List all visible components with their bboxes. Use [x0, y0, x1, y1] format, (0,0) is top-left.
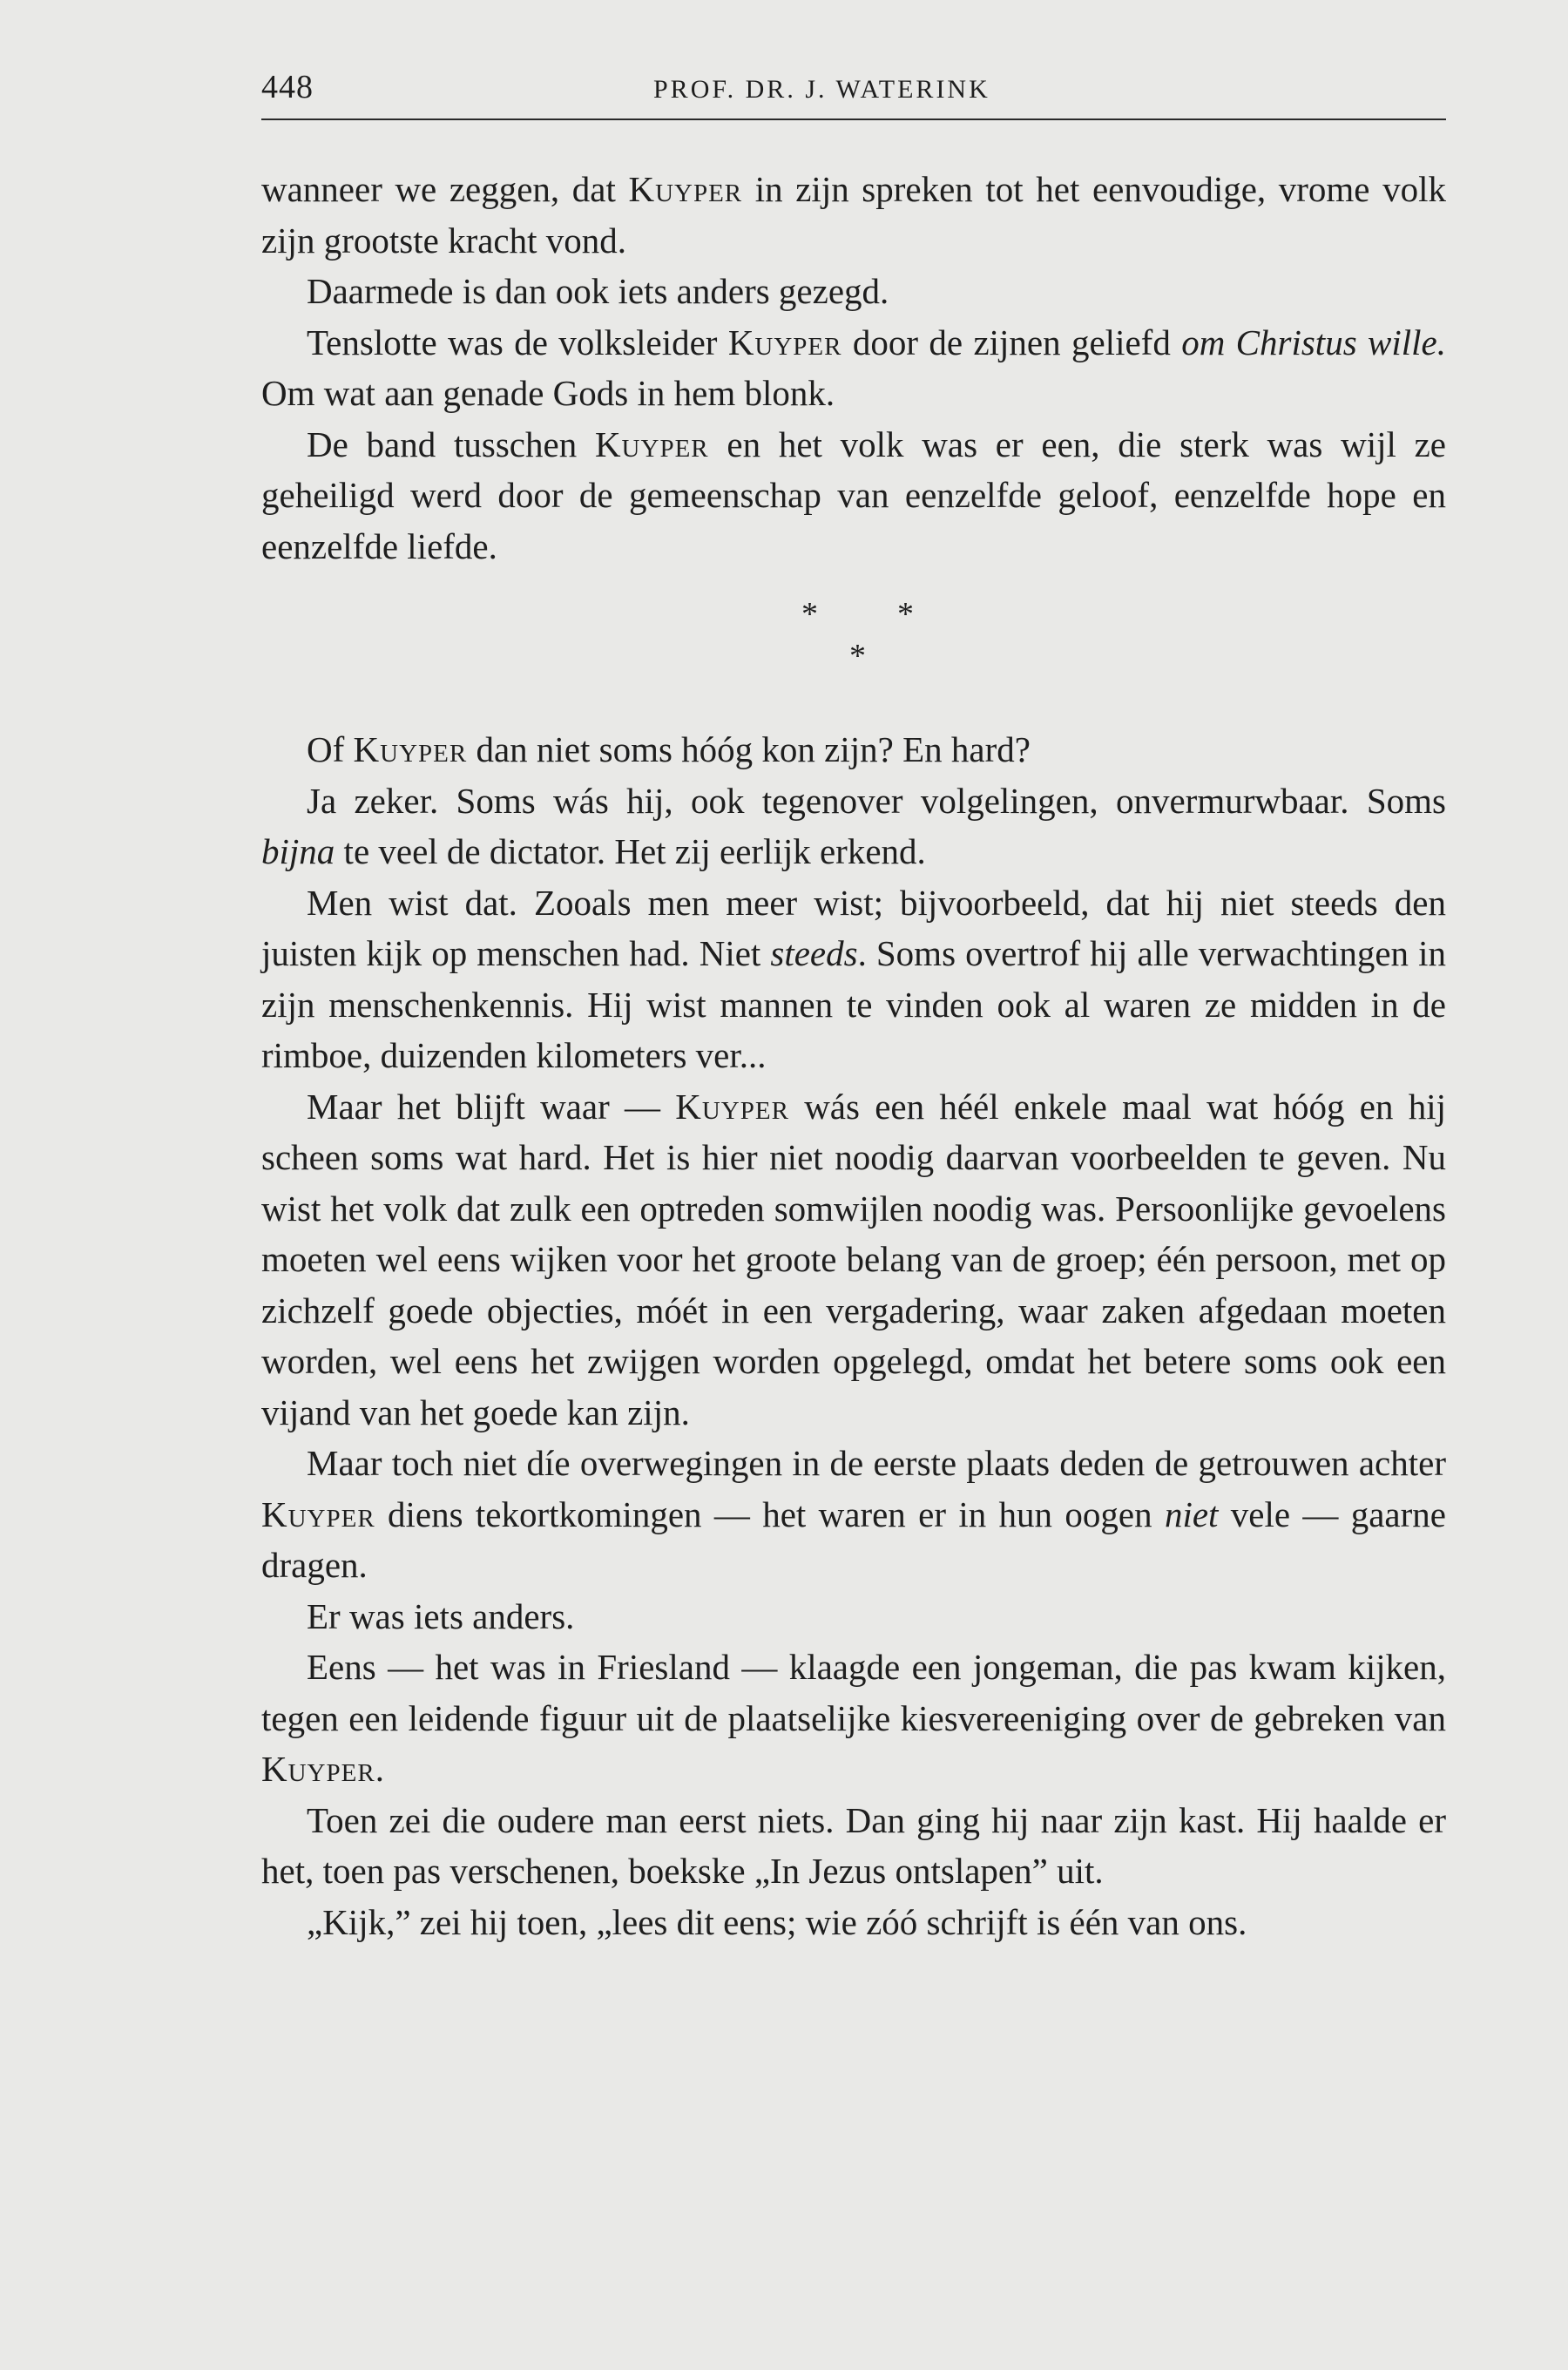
text-run: vele — gaarne dragen.: [261, 1493, 1446, 1585]
text-run: Er was iets anders.: [307, 1595, 575, 1636]
paragraph: [261, 1897, 1446, 1948]
paragraph: [261, 775, 1446, 877]
text-run: Of: [307, 729, 354, 769]
paragraph: [261, 1795, 1446, 1897]
small-caps-name: Kuyper: [353, 729, 468, 769]
small-caps-name: Kuyper: [675, 1086, 789, 1127]
small-caps-name: Kuyper: [261, 1493, 375, 1534]
italic-text: niet: [1164, 1493, 1219, 1534]
text-run: Eens — het was in Friesland — klaagde een jongeman, die pas kwam kijken, tegen een leidende figuur uit de plaatselijke kiesvereeniging over de gebreken van: [261, 1647, 1446, 1738]
small-caps-name: Kuyper: [628, 169, 743, 209]
text-run: . Soms overtrof hij alle verwachtingen in zijn menschenkennis. Hij wist mannen te vinden ook al waren ze midden in de rimboe, duizenden kilometers ver...: [261, 933, 1446, 1075]
book-page: [261, 68, 1446, 1947]
asterism-star: *: [849, 638, 866, 674]
paragraph: [261, 1642, 1446, 1795]
text-run: Maar het blijft waar —: [307, 1086, 676, 1127]
paragraph: [261, 164, 1446, 266]
small-caps-name: Kuyper: [727, 322, 842, 362]
text-run: door de zijnen geliefd: [841, 322, 1182, 362]
text-run: dan niet soms hóóg kon zijn? En hard?: [467, 729, 1031, 769]
text-run: wanneer we zeggen, dat: [261, 169, 629, 209]
paragraph: [261, 317, 1446, 419]
page-number: 448: [261, 69, 314, 105]
text-run: Ja zeker. Soms wás hij, ook tegenover volgelingen, onvermurwbaar. Soms: [307, 780, 1446, 821]
text-run: Tenslotte was de volksleider: [307, 322, 728, 362]
paragraph: [261, 1438, 1446, 1591]
text-run: „Kijk,” zei hij toen, „lees dit eens; wie zóó schrijft is één van ons.: [307, 1901, 1247, 1942]
italic-text: steeds: [770, 933, 858, 973]
text-run: en het volk was er een, die sterk was wijl ze geheiligd werd door de gemeenschap van eenzelfde geloof, eenzelfde hope en eenzelfde liefde.: [261, 423, 1447, 566]
text-run: .: [375, 1749, 384, 1789]
text-run: Daarmede is dan ook iets anders gezegd.: [307, 271, 889, 311]
paragraph: [261, 1081, 1446, 1439]
paragraph: [261, 724, 1446, 775]
asterism-star: *: [801, 596, 818, 633]
text-run: diens tekortkomingen — het waren er in hun oogen: [375, 1493, 1165, 1534]
text-run: te veel de dictator. Het zij eerlijk erkend.: [335, 831, 926, 871]
section-break-asterism: [261, 572, 1446, 724]
text-run: wás een héél enkele maal wat hóóg en hij scheen soms wat hard. Het is hier niet noodig daarvan voorbeelden te geven. Nu wist het volk dat zulk een optreden somwijlen noodig was. Persoonlijke gevoelens moeten wel eens wijken voor het groote belang van de groep; één persoon, met op zichzelf goede objecties, móét in een vergadering, waar zaken afgedaan moeten worden, wel eens het zwijgen worden opgelegd, omdat het betere soms ook een vijand van het goede kan zijn.: [261, 1086, 1447, 1432]
running-head: [261, 68, 1446, 120]
small-caps-name: Kuyper: [261, 1749, 375, 1789]
small-caps-name: Kuyper: [594, 423, 709, 464]
paragraph: [261, 266, 1446, 317]
text-run: Om wat aan genade Gods in hem blonk.: [261, 373, 835, 413]
text-run: Men wist dat. Zooals men meer wist; bijvoorbeeld, dat hij niet steeds den juisten kijk op menschen had. Niet: [261, 882, 1446, 973]
text-run: Maar toch niet díe overwegingen in de eerste plaats deden de getrouwen achter: [307, 1443, 1446, 1483]
text-run: De band tusschen: [307, 423, 595, 464]
paragraph: [261, 419, 1446, 572]
body-text: [261, 164, 1446, 1947]
paragraph: [261, 1591, 1446, 1642]
paragraph: [261, 877, 1446, 1081]
running-title: PROF. DR. J. WATERINK: [653, 75, 990, 104]
italic-text: bijna: [261, 831, 335, 871]
italic-text: om Christus wille.: [1181, 322, 1446, 362]
text-run: in zijn spreken tot het eenvoudige, vrome volk zijn grootste kracht vond.: [261, 169, 1446, 261]
text-run: Toen zei die oudere man eerst niets. Dan ging hij naar zijn kast. Hij haalde er het, toen pas verschenen, boekske „In Jezus ontslapen” uit.: [261, 1799, 1446, 1891]
asterism-star: *: [897, 596, 914, 633]
